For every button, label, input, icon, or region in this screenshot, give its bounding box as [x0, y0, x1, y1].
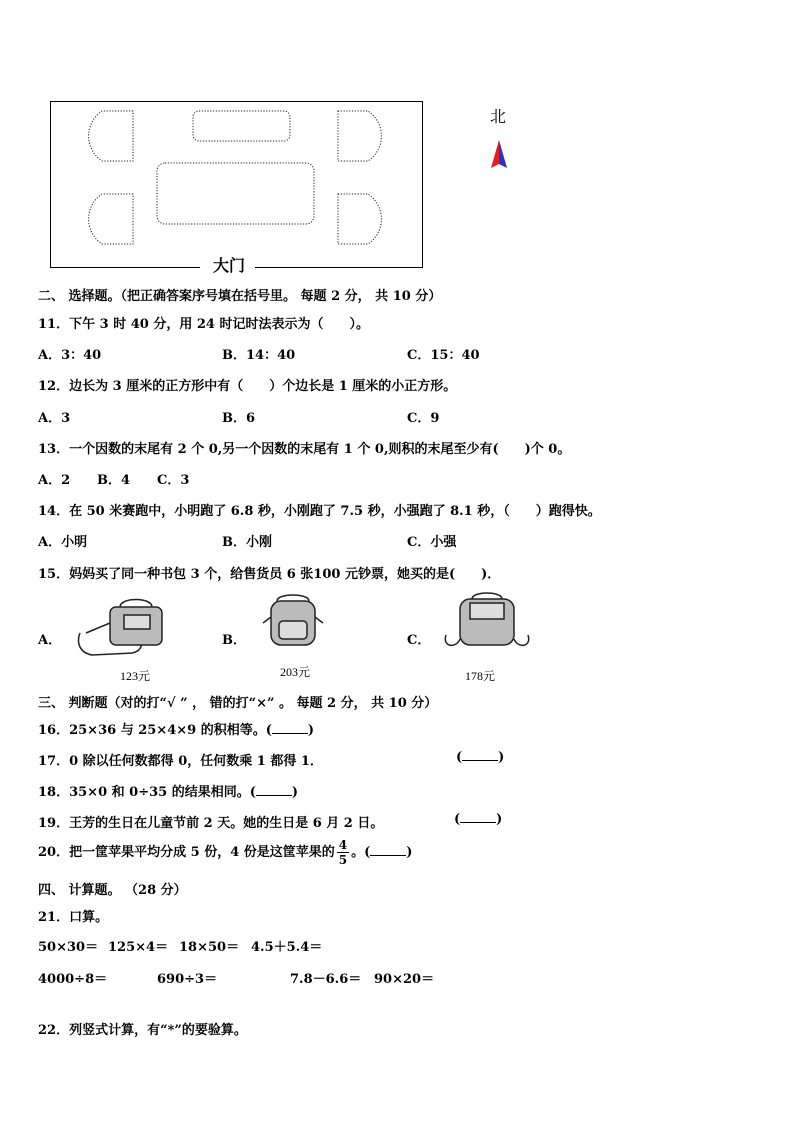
q20-text: 20．把一筐苹果平均分成 5 份，4 份是这筐苹果的: [38, 845, 335, 860]
q12-option-a: A．3: [38, 411, 71, 426]
q19-stem: 19．王芳的生日在儿童节前 2 天。她的生日是 6 月 2 日。: [38, 816, 384, 831]
q14-stem: 14．在 50 米赛跑中，小明跑了 6.8 秒，小刚跑了 7.5 秒，小强跑了 8.1 秒，（ ）跑得快。: [38, 504, 601, 519]
q14-option-a: A．小明: [38, 535, 88, 550]
calc-item: 690÷3＝: [157, 972, 218, 987]
q12-option-b: B．6: [222, 411, 256, 426]
q14-option-c: C．小强: [407, 535, 457, 550]
q15-option-b: B．: [222, 633, 246, 648]
q11-stem: 11．下午 3 时 40 分，用 24 时记时法表示为（ ）。: [38, 317, 369, 332]
calc-item: 125×4＝: [108, 940, 169, 955]
bag-c-price: 178元: [465, 669, 496, 683]
calc-item: 50×30＝: [38, 940, 99, 955]
q18-text: 18．35×0 和 0÷35 的结果相同。: [38, 785, 250, 800]
q19-answer: ( ): [454, 812, 503, 827]
bag-b-price: 203元: [280, 665, 311, 679]
calc-item: 4000÷8＝: [38, 972, 108, 987]
section3-heading: 三、 判断题（对的打“√ ” ， 错的打“×” 。 每题 2 分， 共 10 分）: [38, 696, 438, 711]
q12-stem: 12．边长为 3 厘米的正方形中有（ ）个边长是 1 厘米的小正方形。: [38, 379, 457, 394]
bag-b-icon: [257, 593, 329, 653]
q15-stem: 15．妈妈买了同一种书包 3 个，给售货员 6 张100 元钞票，她买的是( )．: [38, 567, 501, 582]
q12-option-c: C．9: [407, 411, 440, 426]
q21-stem: 21．口算。: [38, 910, 109, 925]
q20-text-end: 。: [351, 845, 365, 860]
map-figure: [50, 101, 423, 275]
q19-answer-blank[interactable]: [460, 812, 496, 823]
q11-option-c: C．15：40: [407, 348, 480, 363]
q20-numerator: 4: [338, 838, 348, 852]
q11-option-a: A．3：40: [38, 348, 102, 363]
map-drawing: [50, 101, 423, 268]
q20-answer-blank[interactable]: [370, 845, 406, 856]
north-arrow-icon: [487, 138, 511, 170]
q17-answer-blank[interactable]: [462, 750, 498, 761]
bag-a-icon: [72, 593, 172, 659]
bag-a-price: 123元: [120, 669, 151, 683]
calc-item: 4.5＋5.4＝: [251, 940, 323, 955]
q20-stem: 20．把一筐苹果平均分成 5 份，4 份是这筐苹果的 $\frac{4}{5}$ 。( ): [38, 838, 413, 867]
q11-option-b: B．14：40: [222, 348, 296, 363]
calc-item: 18×50＝: [179, 940, 240, 955]
q13-option-c: C．3: [157, 473, 190, 488]
section4-heading: 四、 计算题。 （28 分）: [38, 883, 187, 898]
section2-heading: 二、 选择题。（把正确答案序号填在括号里。 每题 2 分， 共 10 分）: [38, 289, 442, 304]
calc-item: 7.8－6.6＝: [290, 972, 362, 987]
q16-answer-blank[interactable]: [272, 723, 308, 734]
q13-stem: 13．一个因数的末尾有 2 个 0,另一个因数的末尾有 1 个 0,则积的末尾至少有( )个 0。: [38, 442, 571, 457]
gate-label: 大门: [213, 256, 246, 275]
q15-option-a: A．: [38, 633, 62, 648]
q15-option-c: C．: [407, 633, 431, 648]
q13-option-a: A．2: [38, 473, 71, 488]
q18-stem: 18．35×0 和 0÷35 的结果相同。( ): [38, 785, 299, 800]
q20-fraction: [337, 838, 349, 867]
q18-answer-blank[interactable]: [256, 785, 292, 796]
calc-item: 90×20＝: [374, 972, 435, 987]
q17-stem: 17．0 除以任何数都得 0，任何数乘 1 都得 1．: [38, 754, 323, 769]
q16-text: 16．25×36 与 25×4×9 的积相等。: [38, 723, 266, 738]
north-label: 北: [490, 107, 507, 126]
q13-option-b: B．4: [97, 473, 131, 488]
q14-option-b: B．小刚: [222, 535, 272, 550]
q22-stem: 22．列竖式计算，有“*”的要验算。: [38, 1023, 247, 1038]
q17-answer: ( ): [456, 750, 505, 765]
q20-denominator: 5: [338, 853, 348, 867]
q16-stem: 16．25×36 与 25×4×9 的积相等。( ): [38, 723, 315, 738]
bag-c-icon: [442, 589, 532, 655]
